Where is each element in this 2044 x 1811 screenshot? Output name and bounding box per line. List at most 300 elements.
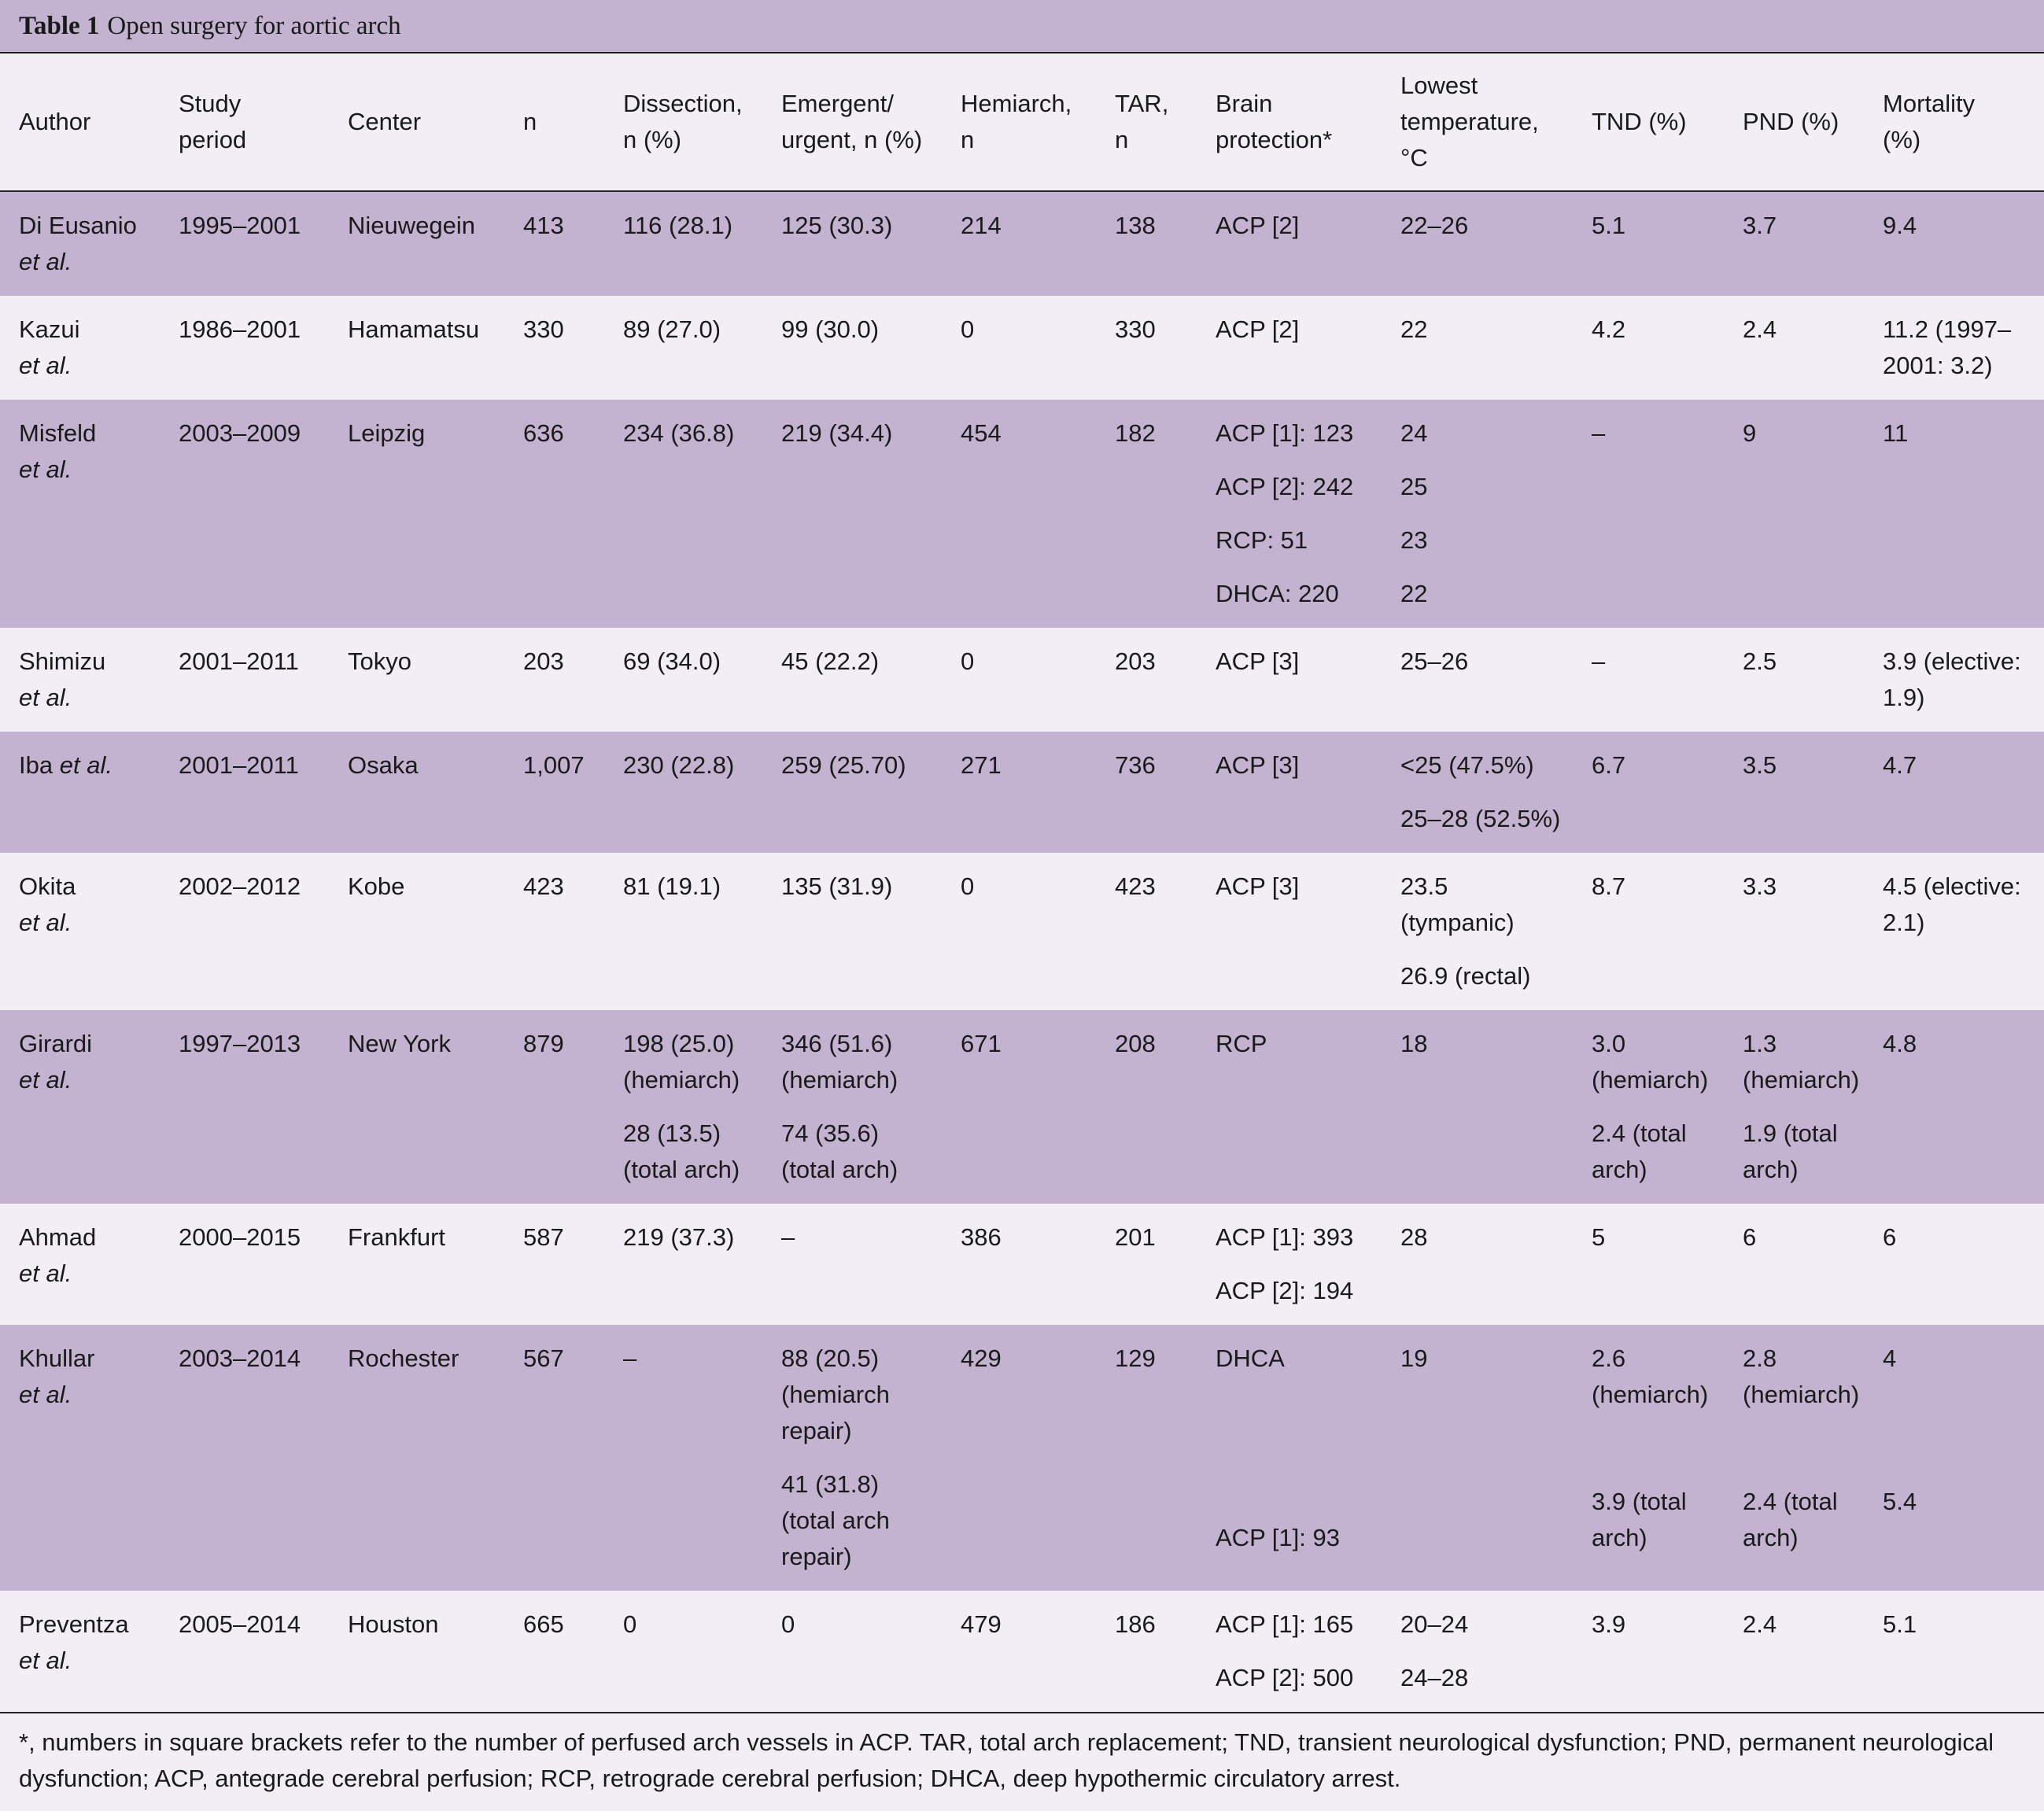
dissection-cell-line: 69 (34.0) [623,647,721,675]
dissection-cell-line: (total arch) [623,1156,740,1183]
hemiarch-cell: 429 [942,1325,1096,1591]
pnd-cell-line: 3.3 [1743,872,1777,900]
emergent-cell [762,1591,942,1712]
column-header-line: period [179,126,247,153]
period-cell: 2001–2011 [160,732,329,853]
column-header [762,53,942,191]
column-header-line: PND (%) [1743,108,1839,135]
emergent-cell [762,853,942,1010]
temp-cell-line: 24–28 [1400,1664,1469,1691]
mortality-cell [1864,1204,2044,1325]
dissection-cell-line: 219 (37.3) [623,1223,735,1251]
emergent-cell [762,1204,942,1325]
column-header-line: Lowest [1400,72,1478,99]
author-cell [0,1325,160,1591]
pnd-cell-line: 2.5 [1743,647,1777,675]
tnd-cell-line: – [1592,419,1606,447]
emergent-cell [762,1325,942,1591]
dissection-cell [604,628,762,732]
tnd-cell [1573,1204,1724,1325]
period-cell: 2001–2011 [160,628,329,732]
table-row [0,1010,2044,1204]
center-cell: Frankfurt [329,1204,504,1325]
mortality-cell-line: 6 [1883,1223,1897,1251]
author-name: Khullar [19,1344,95,1372]
dissection-cell-line: 234 (36.8) [623,419,735,447]
hemiarch-cell: 0 [942,628,1096,732]
brain-cell [1197,732,1382,853]
dissection-cell-line: – [623,1344,637,1372]
center-cell: Leipzig [329,400,504,628]
cell-gap [1216,559,1374,576]
column-header-line: Author [19,108,91,135]
tnd-cell [1573,1010,1724,1204]
column-header-line: Hemiarch, [961,90,1072,117]
emergent-cell-line: 125 (30.3) [781,212,893,239]
n-cell: 423 [504,853,604,1010]
temp-cell-line: 25–26 [1400,647,1469,675]
tnd-cell-line: 3.9 [1592,1610,1626,1638]
dissection-cell [604,1591,762,1712]
center-cell: New York [329,1010,504,1204]
hemiarch-cell: 271 [942,732,1096,853]
mortality-cell-line: 2001: 3.2) [1883,352,1993,379]
dissection-cell [604,191,762,296]
author-cell [0,1010,160,1204]
mortality-cell-line: 9.4 [1883,212,1917,239]
pnd-cell [1724,1010,1864,1204]
temp-cell [1382,732,1573,853]
column-header [1382,53,1573,191]
temp-cell-line: 19 [1400,1344,1428,1372]
column-header [1724,53,1864,191]
column-header-line: n (%) [623,126,682,153]
mortality-cell-line: 11.2 (1997– [1883,315,2012,343]
brain-cell [1197,1325,1382,1591]
brain-cell-line: ACP [2] [1216,315,1300,343]
temp-cell-line: <25 (47.5%) [1400,751,1534,779]
table-footnote: *, numbers in square brackets refer to the number of perfused arch vessels in ACP. TAR, total arch replacement; TND, transient neurological dysfunction; PND, permanent neurological dysfunction; ACP, antegrade cerebral perfusion; RCP, retrograde cerebral perfusion; DHCA, deep hypothermic circulatory arrest. [0,1712,2044,1811]
tnd-cell [1573,1325,1724,1591]
temp-cell-line: 28 [1400,1223,1428,1251]
pnd-cell-line: 3.5 [1743,751,1777,779]
center-cell: Kobe [329,853,504,1010]
pnd-cell-line: 2.8 [1743,1344,1777,1372]
cell-gap [1592,1098,1716,1116]
pnd-cell-line: 2.4 [1743,315,1777,343]
cell-gap [1216,505,1374,522]
emergent-cell [762,191,942,296]
column-header [0,53,160,191]
mortality-cell-line [1883,1394,2036,1430]
center-cell: Hamamatsu [329,296,504,400]
emergent-cell [762,1010,942,1204]
brain-cell [1197,628,1382,732]
tnd-cell-line: – [1592,647,1606,675]
emergent-cell-line: 259 (25.70) [781,751,906,779]
cell-gap [1883,1377,2036,1394]
dissection-cell [604,1325,762,1591]
emergent-cell-line: 41 (31.8) [781,1470,880,1498]
column-header-line: urgent, n (%) [781,126,923,153]
pnd-cell-line: (hemiarch) [1743,1381,1860,1408]
cell-gap [1743,1466,1856,1484]
author-etal: et al. [19,456,72,483]
tnd-cell-line: 3.0 [1592,1030,1626,1057]
cell-gap [1216,1503,1374,1520]
mortality-cell [1864,400,2044,628]
brain-cell-line: DHCA: 220 [1216,580,1339,607]
pnd-cell-line: 9 [1743,419,1757,447]
cell-gap [1216,1256,1374,1273]
brain-cell-line [1216,1394,1374,1430]
period-cell: 2005–2014 [160,1591,329,1712]
tnd-cell [1573,296,1724,400]
author-name: Preventza [19,1610,129,1638]
tnd-cell-line: 6.7 [1592,751,1626,779]
mortality-cell-line: 3.9 (elective: [1883,647,2021,675]
cell-gap [1216,452,1374,469]
temp-cell-line: 25 [1400,473,1428,500]
author-etal: et al. [19,1381,72,1408]
pnd-cell-line: arch) [1743,1156,1799,1183]
period-cell: 1986–2001 [160,296,329,400]
mortality-cell [1864,732,2044,853]
temp-cell-line: 18 [1400,1030,1428,1057]
tnd-cell-line: 2.6 [1592,1344,1626,1372]
temp-cell [1382,853,1573,1010]
tar-cell: 203 [1096,628,1197,732]
brain-cell-line: RCP [1216,1030,1267,1057]
column-header-line: protection* [1216,126,1333,153]
dissection-cell-line: 81 (19.1) [623,872,721,900]
dissection-cell [604,400,762,628]
brain-cell-line: ACP [2]: 500 [1216,1664,1354,1691]
n-cell: 665 [504,1591,604,1712]
cell-gap [1400,784,1565,801]
dissection-cell-line: 116 (28.1) [623,212,733,239]
brain-cell [1197,400,1382,628]
n-cell: 567 [504,1325,604,1591]
author-etal: et al. [19,1066,72,1094]
temp-cell-line: 23 [1400,526,1428,554]
author-etal: et al. [19,684,72,711]
brain-cell [1197,296,1382,400]
tnd-cell [1573,400,1724,628]
column-header-line: n [523,108,537,135]
cell-gap [781,1449,934,1466]
author-name: Girardi [19,1030,93,1057]
brain-cell-line: ACP [1]: 165 [1216,1610,1354,1638]
emergent-cell-line: (total arch [781,1507,890,1534]
column-header [160,53,329,191]
column-header-line: Emergent/ [781,90,895,117]
n-cell: 413 [504,191,604,296]
tnd-cell-line [1592,1430,1716,1466]
author-etal: et al. [19,248,72,275]
brain-cell-line [1216,1430,1374,1466]
brain-cell-line: ACP [1]: 123 [1216,419,1354,447]
author-name: Misfeld [19,419,97,447]
tnd-cell [1573,1591,1724,1712]
tnd-cell [1573,853,1724,1010]
table-caption [0,0,2044,53]
pnd-cell [1724,732,1864,853]
tnd-cell-line: arch) [1592,1156,1647,1183]
author-cell [0,853,160,1010]
tnd-cell [1573,628,1724,732]
mortality-cell [1864,1325,2044,1591]
center-cell: Osaka [329,732,504,853]
cell-gap [1743,1098,1856,1116]
table-row [0,191,2044,296]
column-header-line: °C [1400,144,1428,172]
tar-cell: 138 [1096,191,1197,296]
hemiarch-cell: 671 [942,1010,1096,1204]
emergent-cell-line: repair) [781,1417,852,1444]
tar-cell: 330 [1096,296,1197,400]
temp-cell [1382,1204,1573,1325]
tnd-cell [1573,191,1724,296]
n-cell: 879 [504,1010,604,1204]
emergent-cell-line: 219 (34.4) [781,419,893,447]
mortality-cell [1864,853,2044,1010]
pnd-cell-line: 2.4 [1743,1610,1777,1638]
table-row [0,400,2044,628]
dissection-cell-line: (hemiarch) [623,1066,740,1094]
mortality-cell-line: 5.1 [1883,1610,1917,1638]
mortality-cell-line: 1.9) [1883,684,1925,711]
temp-cell [1382,400,1573,628]
brain-cell-line: DHCA [1216,1344,1285,1372]
surgery-table [0,53,2044,1712]
author-name: Di Eusanio [19,212,137,239]
brain-cell-line: ACP [1]: 93 [1216,1524,1340,1551]
emergent-cell-line: repair) [781,1543,852,1570]
table-header-row [0,53,2044,191]
emergent-cell-line: 346 (51.6) [781,1030,893,1057]
column-header [1096,53,1197,191]
column-header [604,53,762,191]
hemiarch-cell: 454 [942,400,1096,628]
temp-cell [1382,191,1573,296]
hemiarch-cell: 386 [942,1204,1096,1325]
cell-gap [1216,1377,1374,1394]
author-cell [0,628,160,732]
dissection-cell-line: 198 (25.0) [623,1030,735,1057]
center-cell: Rochester [329,1325,504,1591]
tar-cell: 129 [1096,1325,1197,1591]
author-name: Iba [19,751,53,779]
emergent-cell-line: (total arch) [781,1156,898,1183]
pnd-cell [1724,853,1864,1010]
mortality-cell-line: 2.1) [1883,909,1925,936]
dissection-cell-line: 28 (13.5) [623,1119,721,1147]
mortality-cell [1864,1010,2044,1204]
period-cell: 2002–2012 [160,853,329,1010]
hemiarch-cell: 214 [942,191,1096,296]
temp-cell [1382,628,1573,732]
cell-gap [1400,452,1565,469]
pnd-cell-line: 1.3 [1743,1030,1777,1057]
emergent-cell-line: (hemiarch) [781,1066,898,1094]
mortality-cell-line: 11 [1883,419,1909,447]
column-header-line: Brain [1216,90,1273,117]
pnd-cell-line: arch) [1743,1524,1799,1551]
tnd-cell-line: (hemiarch) [1592,1066,1709,1094]
column-header-line: TAR, [1115,90,1169,117]
temp-cell-line: 23.5 [1400,872,1448,900]
author-cell [0,1591,160,1712]
pnd-cell [1724,1204,1864,1325]
brain-cell-line: ACP [3] [1216,647,1300,675]
brain-cell [1197,1591,1382,1712]
table-caption-label: Table 1 [19,11,100,40]
brain-cell-line [1216,1466,1374,1503]
pnd-cell [1724,191,1864,296]
column-header-line: temperature, [1400,108,1539,135]
emergent-cell-line: 45 (22.2) [781,647,880,675]
pnd-cell-line: 1.9 (total [1743,1119,1838,1147]
dissection-cell [604,853,762,1010]
n-cell: 587 [504,1204,604,1325]
pnd-cell [1724,1325,1864,1591]
author-name: Ahmad [19,1223,97,1251]
emergent-cell [762,732,942,853]
tar-cell: 423 [1096,853,1197,1010]
center-cell: Houston [329,1591,504,1712]
hemiarch-cell: 0 [942,853,1096,1010]
emergent-cell [762,296,942,400]
tnd-cell [1573,732,1724,853]
period-cell: 2003–2014 [160,1325,329,1591]
emergent-cell-line: 0 [781,1610,795,1638]
table-row [0,628,2044,732]
brain-cell [1197,1010,1382,1204]
brain-cell-line: ACP [3] [1216,751,1300,779]
column-header-line: n [1115,126,1129,153]
column-header-line: Study [179,90,242,117]
mortality-cell-line: 4.7 [1883,751,1917,779]
temp-cell [1382,1325,1573,1591]
column-header-line: Mortality [1883,90,1976,117]
column-header [1864,53,2044,191]
emergent-cell-line: 99 (30.0) [781,315,880,343]
temp-cell-line: (tympanic) [1400,909,1515,936]
dissection-cell [604,1010,762,1204]
pnd-cell [1724,628,1864,732]
emergent-cell-line: – [781,1223,795,1251]
n-cell: 203 [504,628,604,732]
brain-cell [1197,191,1382,296]
tnd-cell-line: (hemiarch) [1592,1381,1709,1408]
hemiarch-cell: 479 [942,1591,1096,1712]
pnd-cell-line: 3.7 [1743,212,1777,239]
temp-cell-line: 24 [1400,419,1428,447]
tnd-cell-line: 5 [1592,1223,1606,1251]
cell-gap [1743,1413,1856,1430]
dissection-cell-line: 0 [623,1610,637,1638]
dissection-cell [604,1204,762,1325]
tnd-cell-line: 8.7 [1592,872,1626,900]
emergent-cell-line: 135 (31.9) [781,872,893,900]
author-name: Kazui [19,315,80,343]
table-row [0,1591,2044,1712]
column-header-line: n [961,126,975,153]
mortality-cell-line: 4 [1883,1344,1897,1372]
mortality-cell [1864,191,2044,296]
emergent-cell [762,628,942,732]
mortality-cell [1864,296,2044,400]
brain-cell-line: ACP [3] [1216,872,1300,900]
emergent-cell-line: 88 (20.5) [781,1344,880,1372]
center-cell: Nieuwegein [329,191,504,296]
column-header [1573,53,1724,191]
temp-cell [1382,1010,1573,1204]
mortality-cell-line [1883,1430,2036,1466]
temp-cell-line: 22 [1400,315,1428,343]
author-etal: et al. [19,909,72,936]
dissection-cell-line: 89 (27.0) [623,315,721,343]
cell-gap [1400,505,1565,522]
mortality-cell [1864,628,2044,732]
table-row [0,732,2044,853]
tnd-cell-line: 2.4 (total [1592,1119,1687,1147]
tar-cell: 201 [1096,1204,1197,1325]
temp-cell-line: 22–26 [1400,212,1469,239]
period-cell: 2003–2009 [160,400,329,628]
cell-gap [1400,941,1565,958]
temp-cell-line: 26.9 (rectal) [1400,962,1531,990]
table-row [0,296,2044,400]
column-header-line: Dissection, [623,90,743,117]
column-header [329,53,504,191]
pnd-cell-line: (hemiarch) [1743,1066,1860,1094]
cell-gap [623,1098,755,1116]
column-header-line: TND (%) [1592,108,1687,135]
pnd-cell [1724,400,1864,628]
brain-cell-line: ACP [2]: 194 [1216,1277,1354,1304]
cell-gap [1400,1643,1565,1660]
dissection-cell [604,296,762,400]
period-cell: 2000–2015 [160,1204,329,1325]
table-body [0,191,2044,1712]
author-etal: et al. [19,1647,72,1674]
dissection-cell [604,732,762,853]
temp-cell-line: 22 [1400,580,1428,607]
author-cell [0,296,160,400]
column-header [1197,53,1382,191]
column-header-line: (%) [1883,126,1921,153]
mortality-cell-line: 5.4 [1883,1488,1917,1515]
temp-cell-line: 25–28 (52.5%) [1400,805,1561,832]
column-header-line: Center [348,108,422,135]
tar-cell: 208 [1096,1010,1197,1204]
author-cell [0,732,160,853]
pnd-cell [1724,1591,1864,1712]
mortality-cell [1864,1591,2044,1712]
emergent-cell-line: (hemiarch [781,1381,890,1408]
cell-gap [1592,1413,1716,1430]
brain-cell [1197,853,1382,1010]
tnd-cell-line: 5.1 [1592,212,1626,239]
tnd-cell-line: arch) [1592,1524,1647,1551]
tar-cell: 182 [1096,400,1197,628]
hemiarch-cell: 0 [942,296,1096,400]
period-cell: 1995–2001 [160,191,329,296]
n-cell: 636 [504,400,604,628]
period-cell: 1997–2013 [160,1010,329,1204]
